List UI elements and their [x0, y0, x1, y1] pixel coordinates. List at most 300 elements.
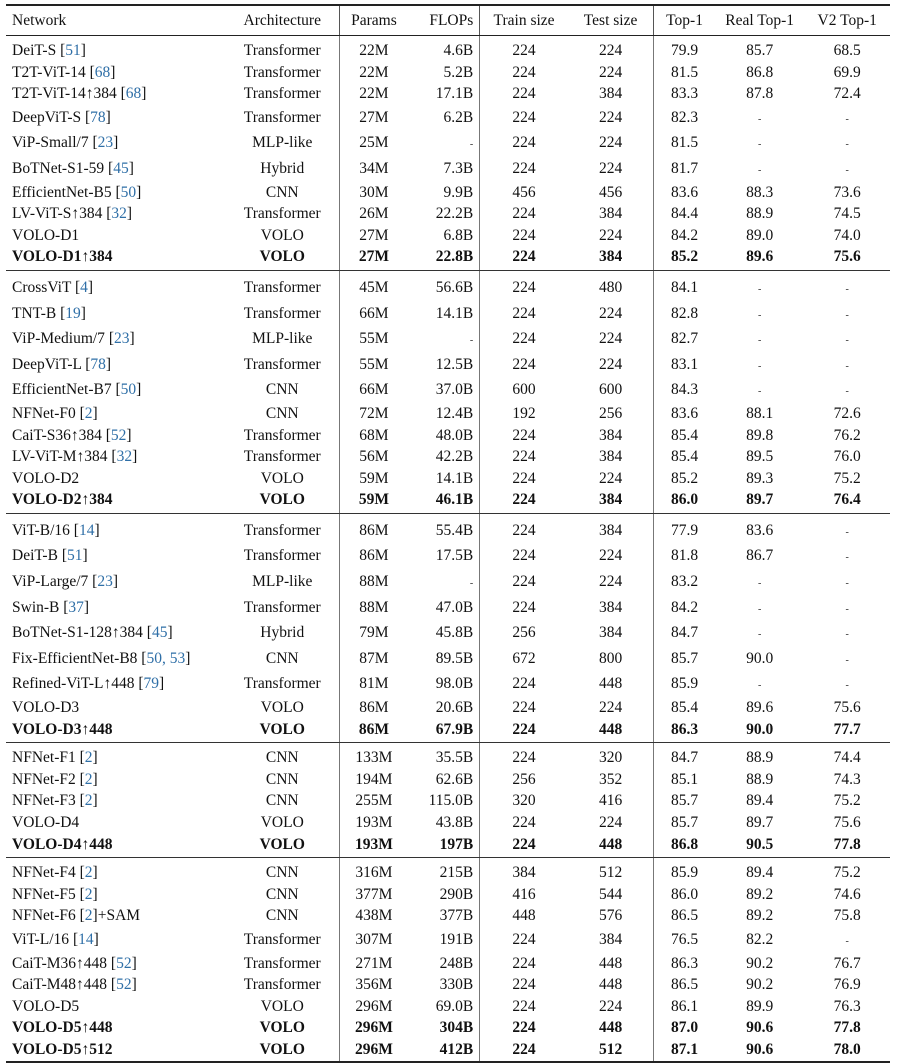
- cell-network: ViP-Small/7 [23]: [12, 134, 119, 152]
- cell-v2-top1: [804, 105, 890, 131]
- cell-flops: 98.0B: [408, 671, 479, 697]
- cell-params: 271M: [355, 954, 393, 972]
- cell-real-top1: [715, 569, 805, 595]
- cell-real-top1: [715, 301, 805, 327]
- cell-architecture: CNN: [226, 769, 339, 791]
- cell-params: 66M: [359, 381, 389, 399]
- citation-link[interactable]: 32: [111, 205, 127, 223]
- cell-params: 59M: [339, 489, 408, 513]
- cell-test-size: 224: [568, 697, 654, 719]
- cell-train-size: 224: [512, 134, 536, 152]
- cell-v2-top1: 75.2: [833, 864, 861, 882]
- cell-test-size: 224: [568, 326, 654, 352]
- cell-params: 25M: [359, 134, 389, 152]
- table-row: [6, 743, 890, 769]
- cell-test-size: 224: [568, 156, 654, 182]
- table-row: [6, 270, 890, 300]
- cell-architecture: Transformer: [226, 543, 339, 569]
- cell-real-top1: [715, 130, 805, 156]
- cell-test-size: 448: [568, 719, 654, 743]
- cell-v2-top1: 75.6: [833, 699, 861, 717]
- cell-flops: 6.8B: [408, 225, 479, 247]
- cell-top1: 85.2: [654, 246, 715, 270]
- citation-link[interactable]: 23: [97, 573, 113, 591]
- cell-train-size: 224: [512, 330, 536, 348]
- cell-flops: [408, 569, 479, 595]
- citation-link[interactable]: 68: [94, 63, 111, 81]
- cell-v2-top1: 77.7: [804, 719, 890, 743]
- cell-params: 66M: [359, 304, 389, 322]
- cell-real-top1: [715, 352, 805, 378]
- table-row: [6, 403, 890, 425]
- cell-network: DeepViT-L [78]: [12, 355, 112, 373]
- citation-link[interactable]: 52: [116, 954, 132, 972]
- not-available-dash: -: [845, 603, 849, 615]
- cell-flops: 55.4B: [408, 513, 479, 543]
- cell-network: [6, 996, 226, 1018]
- not-available-dash: -: [845, 335, 849, 347]
- model-name: Swin-B: [12, 598, 60, 616]
- cell-network: NFNet-F0 [2]: [12, 404, 98, 422]
- cell-test-size: 384: [568, 203, 654, 225]
- citation-link[interactable]: 2: [84, 907, 93, 925]
- cell-params: 68M: [359, 426, 389, 444]
- cell-train-size: 384: [512, 864, 536, 882]
- table-row: [6, 569, 890, 595]
- cell-test-size: 456: [568, 182, 654, 204]
- cell-test-size: 320: [568, 743, 654, 769]
- citation-link[interactable]: 2: [84, 792, 93, 810]
- cell-architecture: CNN: [226, 646, 339, 672]
- cell-top1: 79.9: [671, 42, 699, 59]
- cell-params: 27M: [339, 246, 408, 270]
- cell-flops: [408, 130, 479, 156]
- cell-flops: 9.9B: [408, 182, 479, 204]
- cell-architecture: VOLO: [226, 489, 339, 513]
- cell-top1: 77.9: [671, 521, 699, 539]
- cell-network: [6, 489, 226, 513]
- cell-v2-top1: 76.7: [833, 954, 861, 972]
- cell-test-size: 256: [568, 403, 654, 425]
- cell-network: [6, 812, 226, 834]
- model-name: VOLO-D3: [12, 699, 80, 717]
- cell-v2-top1: [804, 513, 890, 543]
- cell-top1: 85.7: [671, 649, 699, 667]
- citation-link[interactable]: 79: [143, 675, 160, 693]
- cell-top1: 86.5: [671, 907, 699, 925]
- citation-link[interactable]: 2: [84, 885, 93, 903]
- cell-v2-top1: [804, 270, 890, 300]
- cell-test-size: 224: [568, 996, 654, 1018]
- cell-architecture: CNN: [226, 403, 339, 425]
- not-available-dash: -: [757, 360, 762, 372]
- model-name: VOLO-D2: [12, 469, 80, 487]
- not-available-dash: -: [757, 680, 762, 692]
- model-name: ViP-Large/7: [12, 573, 89, 591]
- cell-real-top1: 89.7: [715, 489, 805, 513]
- cell-train-size: 224: [512, 304, 536, 322]
- cell-top1: 86.3: [654, 719, 715, 743]
- cell-network: TNT-B [19]: [12, 304, 86, 322]
- cell-network: CrossViT [4]: [12, 278, 94, 296]
- cell-train-size: 224: [480, 489, 568, 513]
- cell-train-size: 224: [512, 954, 536, 972]
- cell-architecture: CNN: [226, 858, 339, 884]
- cell-train-size: 456: [512, 183, 536, 201]
- cell-train-size: 224: [512, 598, 536, 616]
- cell-v2-top1: 76.9: [833, 976, 861, 994]
- table-row: [6, 156, 890, 182]
- cell-flops: 20.6B: [408, 697, 479, 719]
- cell-test-size: 384: [568, 446, 654, 468]
- cell-v2-top1: [804, 326, 890, 352]
- citation-link[interactable]: 50: [120, 381, 137, 399]
- cell-v2-top1: 74.0: [833, 226, 861, 244]
- table-row: [6, 182, 890, 204]
- cell-architecture: MLP-like: [226, 326, 339, 352]
- cell-network: [6, 468, 226, 490]
- cell-train-size: 224: [512, 469, 536, 487]
- citation-link[interactable]: 23: [113, 330, 130, 348]
- cell-flops: 69.0B: [408, 996, 479, 1018]
- cell-architecture: VOLO: [226, 225, 339, 247]
- cell-top1: 76.5: [671, 930, 699, 948]
- not-available-dash: -: [469, 335, 474, 347]
- model-name: EfficientNet-B7: [12, 381, 112, 399]
- model-name: T2T-ViT-14: [12, 63, 86, 81]
- cell-architecture: Transformer: [226, 446, 339, 468]
- cell-top1: 87.1: [654, 1039, 715, 1062]
- model-name: DeiT-S: [12, 42, 57, 59]
- table-row: [6, 697, 890, 719]
- model-name: VOLO-D5↑512: [12, 1040, 113, 1058]
- table-row: [6, 974, 890, 996]
- cell-flops: 5.2B: [408, 62, 479, 84]
- cell-test-size: 512: [568, 858, 654, 884]
- cell-network: T2T-ViT-14↑384 [68]: [12, 85, 147, 103]
- citation-link[interactable]: 37: [68, 598, 84, 616]
- table-body: [6, 36, 890, 1062]
- citation-link[interactable]: 78: [90, 108, 106, 126]
- cell-train-size: 224: [512, 278, 536, 296]
- cell-network: CaiT-M36↑448 [52]: [12, 954, 137, 972]
- citation-link[interactable]: 4: [80, 278, 88, 296]
- cell-real-top1: 89.7: [746, 814, 774, 831]
- cell-real-top1: 90.6: [715, 1039, 805, 1062]
- not-available-dash: -: [845, 578, 849, 590]
- cell-network: DeiT-S [51]: [12, 42, 86, 59]
- cell-test-size: 384: [568, 425, 654, 447]
- cell-v2-top1: 76.2: [833, 426, 861, 444]
- cell-v2-top1: 77.8: [833, 1019, 861, 1037]
- cell-architecture: CNN: [226, 743, 339, 769]
- model-name: CaiT-M48↑448: [12, 976, 108, 994]
- cell-flops: 43.8B: [408, 812, 479, 834]
- cell-top1: 87.0: [671, 1019, 699, 1037]
- cell-architecture: Transformer: [226, 62, 339, 84]
- cell-top1: 82.7: [671, 330, 699, 348]
- citation-link[interactable]: 52: [116, 976, 132, 994]
- cell-network: EfficientNet-B5 [50]: [12, 183, 142, 201]
- cell-flops: 377B: [408, 905, 479, 927]
- cell-network: [6, 834, 226, 858]
- not-available-dash: -: [845, 139, 849, 151]
- cell-test-size: 224: [568, 105, 654, 131]
- cell-top1: 81.5: [671, 134, 699, 152]
- cell-params: 26M: [359, 205, 389, 223]
- citation-link[interactable]: 14: [78, 521, 95, 539]
- citation-link[interactable]: 2: [84, 404, 93, 422]
- citation-link[interactable]: 78: [90, 355, 106, 373]
- cell-flops: 17.1B: [408, 83, 479, 105]
- table-row: [6, 225, 890, 247]
- table-row: [6, 425, 890, 447]
- not-available-dash: -: [757, 386, 762, 398]
- cell-network: NFNet-F6 [2]+SAM: [12, 907, 141, 925]
- citation-link[interactable]: 45: [113, 159, 129, 177]
- cell-flops: 12.5B: [408, 352, 479, 378]
- table-row: [6, 543, 890, 569]
- cell-params: 193M: [355, 814, 393, 831]
- cell-train-size: 224: [512, 159, 536, 177]
- cell-params: 22M: [359, 85, 389, 103]
- cell-top1: 86.8: [654, 834, 715, 858]
- table-row: [6, 620, 890, 646]
- cell-real-top1: 89.0: [746, 226, 774, 244]
- table-row: [6, 377, 890, 403]
- cell-real-top1: 88.9: [746, 749, 774, 767]
- cell-v2-top1: 76.3: [833, 997, 861, 1015]
- cell-train-size: 224: [512, 699, 536, 717]
- cell-test-size: 384: [568, 595, 654, 621]
- cell-test-size: 512: [568, 1039, 654, 1062]
- cell-test-size: 416: [568, 790, 654, 812]
- cell-real-top1: 90.0: [715, 719, 805, 743]
- table-row: [6, 36, 890, 62]
- results-table: [6, 4, 890, 1063]
- cell-params: 22M: [359, 63, 389, 81]
- cell-test-size: 448: [568, 1017, 654, 1039]
- cell-network: NFNet-F2 [2]: [12, 770, 98, 788]
- cell-test-size: 384: [568, 83, 654, 105]
- not-available-dash: -: [757, 578, 762, 590]
- cell-top1: 84.1: [671, 278, 699, 296]
- cell-test-size: 448: [568, 834, 654, 858]
- cell-network: T2T-ViT-14 [68]: [12, 63, 116, 81]
- cell-test-size: 224: [568, 36, 654, 62]
- cell-flops: 6.2B: [408, 105, 479, 131]
- cell-flops: 48.0B: [408, 425, 479, 447]
- citation-link[interactable]: 19: [65, 304, 81, 322]
- cell-params: 22M: [359, 42, 389, 59]
- cell-train-size: 224: [512, 226, 536, 244]
- model-name: NFNet-F3: [12, 792, 76, 810]
- cell-top1: 86.0: [671, 885, 699, 903]
- cell-test-size: 384: [568, 927, 654, 953]
- cell-params: 87M: [359, 649, 389, 667]
- model-name: NFNet-F5: [12, 885, 76, 903]
- cell-params: 438M: [355, 907, 393, 925]
- table-row: [6, 1039, 890, 1062]
- cell-network: [6, 1039, 226, 1062]
- citation-link[interactable]: 32: [116, 448, 133, 466]
- cell-network: Swin-B [37]: [12, 598, 90, 616]
- cell-params: 27M: [359, 108, 389, 126]
- model-name: NFNet-F6: [12, 907, 76, 925]
- citation-link[interactable]: 51: [65, 42, 81, 59]
- cell-train-size: 448: [512, 907, 536, 925]
- cell-v2-top1: 74.4: [833, 749, 861, 767]
- model-name: CaiT-M36↑448: [12, 954, 108, 972]
- header-network: Network: [6, 5, 226, 36]
- table-row: [6, 769, 890, 791]
- cell-real-top1: 88.9: [746, 770, 774, 788]
- table-row: [6, 446, 890, 468]
- cell-v2-top1: 72.6: [833, 404, 861, 422]
- cell-flops: 412B: [408, 1039, 479, 1062]
- cell-top1: 85.4: [671, 448, 699, 466]
- cell-test-size: 576: [568, 905, 654, 927]
- cell-v2-top1: 77.8: [804, 834, 890, 858]
- cell-train-size: 224: [512, 521, 536, 539]
- not-available-dash: -: [757, 283, 762, 295]
- cell-train-size: 224: [512, 547, 536, 565]
- table-row: [6, 671, 890, 697]
- cell-params: 72M: [359, 404, 389, 422]
- citation-link[interactable]: 50, 53: [146, 649, 186, 667]
- cell-real-top1: 86.7: [746, 547, 774, 565]
- cell-test-size: 224: [568, 225, 654, 247]
- cell-real-top1: 88.1: [746, 404, 774, 422]
- citation-link[interactable]: 50: [120, 183, 137, 201]
- table-row: [6, 719, 890, 743]
- cell-network: ViT-B/16 [14]: [12, 521, 100, 539]
- citation-link[interactable]: 2: [84, 864, 93, 882]
- table-row: [6, 953, 890, 975]
- model-name: VOLO-D3↑448: [12, 720, 113, 738]
- cell-test-size: 384: [568, 620, 654, 646]
- cell-architecture: Transformer: [226, 352, 339, 378]
- table-row: [6, 905, 890, 927]
- cell-flops: 14.1B: [408, 301, 479, 327]
- not-available-dash: -: [757, 603, 762, 615]
- cell-v2-top1: 69.9: [833, 63, 861, 81]
- not-available-dash: -: [845, 386, 849, 398]
- cell-architecture: CNN: [226, 790, 339, 812]
- cell-train-size: 224: [512, 63, 536, 81]
- cell-flops: 67.9B: [408, 719, 479, 743]
- cell-flops: 191B: [408, 927, 479, 953]
- cell-network: ViT-L/16 [14]: [12, 930, 99, 948]
- cell-top1: 85.1: [671, 770, 699, 788]
- cell-top1: 84.7: [671, 749, 699, 767]
- model-name: VOLO-D5: [12, 997, 80, 1015]
- citation-link[interactable]: 14: [78, 930, 94, 948]
- model-name: TNT-B: [12, 304, 57, 322]
- cell-flops: 42.2B: [408, 446, 479, 468]
- cell-flops: 56.6B: [408, 270, 479, 300]
- cell-params: 86M: [339, 719, 408, 743]
- cell-v2-top1: [804, 620, 890, 646]
- cell-flops: 47.0B: [408, 595, 479, 621]
- cell-architecture: VOLO: [226, 1017, 339, 1039]
- cell-top1: 83.1: [671, 355, 699, 373]
- cell-v2-top1: 68.5: [833, 42, 861, 59]
- cell-network: ViP-Medium/7 [23]: [12, 330, 135, 348]
- cell-architecture: MLP-like: [226, 569, 339, 595]
- cell-flops: 89.5B: [408, 646, 479, 672]
- cell-top1: 84.3: [671, 381, 699, 399]
- cell-architecture: Transformer: [226, 83, 339, 105]
- cell-architecture: Transformer: [226, 301, 339, 327]
- cell-top1: 84.7: [671, 624, 699, 642]
- cell-flops: 197B: [408, 834, 479, 858]
- citation-link[interactable]: 68: [125, 85, 142, 103]
- cell-params: 193M: [339, 834, 408, 858]
- cell-train-size: 224: [512, 997, 536, 1015]
- cell-test-size: 224: [568, 543, 654, 569]
- cell-train-size: 672: [512, 649, 536, 667]
- cell-params: 88M: [359, 598, 389, 616]
- cell-top1: 85.7: [671, 814, 699, 831]
- cell-train-size: 320: [512, 792, 536, 810]
- cell-top1: 82.8: [671, 304, 699, 322]
- cell-network: NFNet-F3 [2]: [12, 792, 98, 810]
- cell-top1: 86.3: [671, 954, 699, 972]
- cell-train-size: 224: [480, 246, 568, 270]
- cell-flops: 4.6B: [408, 36, 479, 62]
- cell-params: 307M: [355, 930, 393, 948]
- citation-link[interactable]: 51: [66, 547, 83, 565]
- cell-params: 133M: [355, 749, 393, 767]
- cell-real-top1: 90.2: [746, 954, 774, 972]
- cell-network: CaiT-S36↑384 [52]: [12, 426, 132, 444]
- cell-network: EfficientNet-B7 [50]: [12, 381, 142, 399]
- cell-v2-top1: 74.3: [833, 770, 861, 788]
- cell-top1: 84.4: [671, 205, 699, 223]
- cell-v2-top1: [804, 595, 890, 621]
- cell-network: DeiT-B [51]: [12, 547, 88, 565]
- cell-flops: 22.8B: [408, 246, 479, 270]
- citation-link[interactable]: 2: [84, 770, 93, 788]
- cell-real-top1: [715, 270, 805, 300]
- header-v2-top1: V2 Top-1: [804, 5, 890, 36]
- cell-train-size: 224: [512, 814, 536, 831]
- cell-real-top1: 89.2: [746, 885, 774, 903]
- cell-v2-top1: 76.4: [804, 489, 890, 513]
- cell-v2-top1: [804, 646, 890, 672]
- cell-network: [6, 697, 226, 719]
- citation-link[interactable]: 45: [151, 624, 168, 642]
- model-name: VOLO-D2↑384: [12, 491, 113, 509]
- model-name: VOLO-D1: [12, 226, 80, 244]
- cell-real-top1: [715, 326, 805, 352]
- cell-test-size: 224: [568, 62, 654, 84]
- cell-flops: 12.4B: [408, 403, 479, 425]
- header-params: Params: [339, 5, 408, 36]
- cell-real-top1: [715, 620, 805, 646]
- model-name: VOLO-D4: [12, 814, 80, 831]
- cell-params: 56M: [359, 448, 389, 466]
- cell-flops: 22.2B: [408, 203, 479, 225]
- citation-link[interactable]: 52: [110, 426, 127, 444]
- cell-top1: 81.8: [671, 547, 699, 565]
- citation-link[interactable]: 23: [97, 134, 114, 152]
- table-row: [6, 790, 890, 812]
- cell-network: [6, 225, 226, 247]
- citation-link[interactable]: 2: [84, 749, 93, 767]
- cell-test-size: 384: [568, 489, 654, 513]
